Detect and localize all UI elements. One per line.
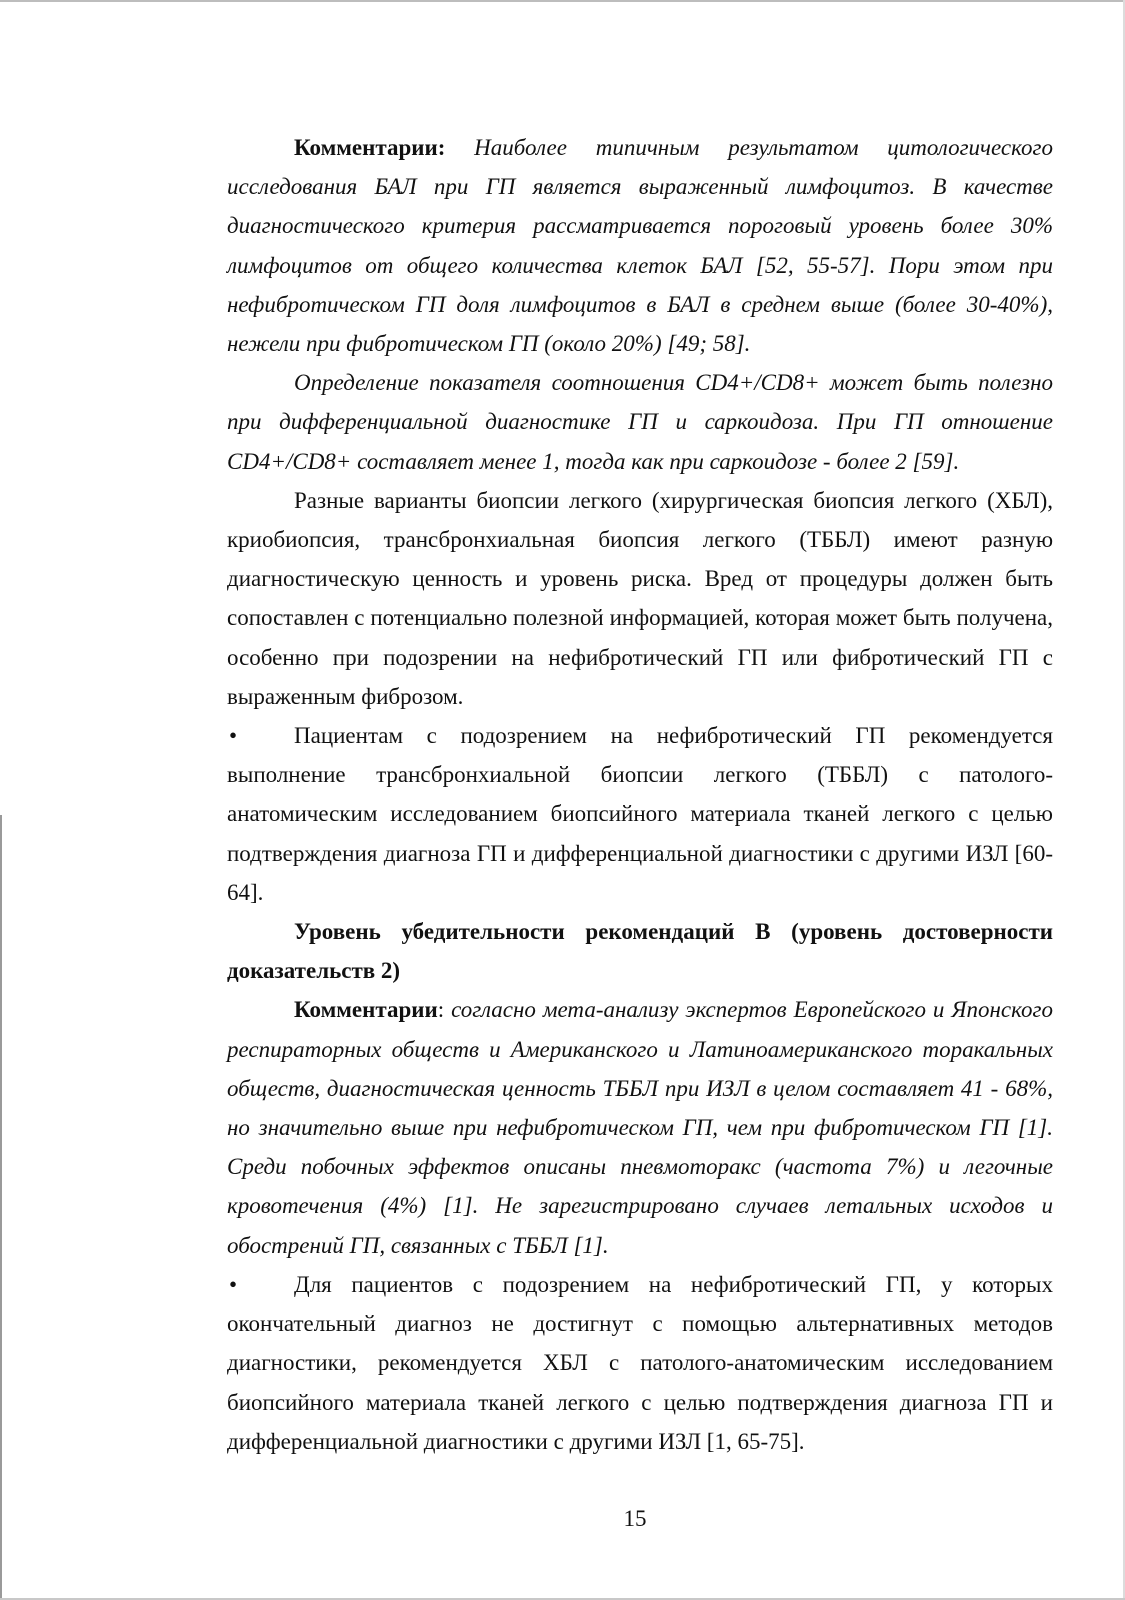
page-body (227, 128, 1053, 1461)
paragraph-biopsy-variants: Разные варианты биопсии легкого (хирургическая биопсия легкого (ХБЛ), криобиопсия, трансбронхиальная биопсия легкого (ТББЛ) имеют разную диагностическую ценность и уровень риска. Вред от процедуры должен быть сопоставлен с потенциально полезной информацией, которая может быть получена, особенно при подозрении на нефибротический ГП или фибротический ГП с выраженным фиброзом. (227, 487, 1053, 709)
paragraph-cd4-cd8: Определение показателя соотношения CD4+/CD8+ может быть полезно при дифференциальной диагностике ГП и саркоидоза. При ГП отношение CD4+/CD8+ составляет менее 1, тогда как при саркоидозе - более 2 [59]. (227, 370, 1053, 474)
scan-edge-left (0, 815, 2, 1600)
comment-colon: : (437, 997, 445, 1023)
comment-paragraph-meta-analysis (227, 990, 1053, 1264)
recommendation-tbbl (227, 716, 1053, 912)
page-number: 15 (623, 1506, 647, 1531)
comment-text: Наиболее типичным результатом цитологического исследования БАЛ при ГП является выраженный лимфоцитоз. В качестве диагностического критерия рассматривается пороговый уровень более 30% лимфоцитов от общего количества клеток БАЛ [52, 55-57]. Пори этом при нефибротическом ГП доля лимфоцитов в БАЛ в среднем выше (более 30-40%), нежели при фибротическом ГП (около 20%) [49; 58]. (227, 135, 1053, 357)
recommendation-hbl (227, 1265, 1053, 1461)
recommendation-text: Для пациентов с подозрением на нефибротический ГП, у которых окончательный диагноз не достигнут с помощью альтернативных методов диагностики, рекомендуется ХБЛ с патолого-анатомическим исследованием биопсийного материала тканей легкого с целью подтверждения диагноза ГП и дифференциальной диагностики с другими ИЗЛ [1, 65-75]. (227, 1271, 1053, 1454)
comment-label: Комментарии: (294, 135, 446, 160)
recommendation-text: Пациентам с подозрением на нефибротический ГП рекомендуется выполнение трансбронхиальной биопсии легкого (ТББЛ) с патолого-анатомическим исследованием биопсийного материала тканей легкого с целью подтверждения диагноза ГП и дифференциальной диагностики с другими ИЗЛ [60-64]. (227, 723, 1053, 905)
scan-edge-top (0, 0, 1125, 2)
comment-label: Комментарии (294, 997, 438, 1023)
comment-paragraph-cytology (227, 128, 1053, 363)
comment-text: согласно мета-анализу экспертов Европейского и Японского респираторных обществ и Американского и Латиноамериканского торакальных обществ, диагностическая ценность ТББЛ при ИЗЛ в целом составляет 41 - 68%, но значительно выше при нефибротическом ГП, чем при фибротическом ГП [1]. Среди побочных эффектов описаны пневмоторакс (частота 7%) и легочные кровотечения (4%) [1]. Не зарегистрировано случаев летальных исходов и обострений ГП, связанных с ТББЛ [1]. (227, 997, 1053, 1258)
bullet-icon: • (229, 1271, 238, 1297)
bullet-icon: • (229, 723, 238, 749)
evidence-level: Уровень убедительности рекомендаций В (уровень достоверности доказательств 2) (227, 919, 1053, 984)
